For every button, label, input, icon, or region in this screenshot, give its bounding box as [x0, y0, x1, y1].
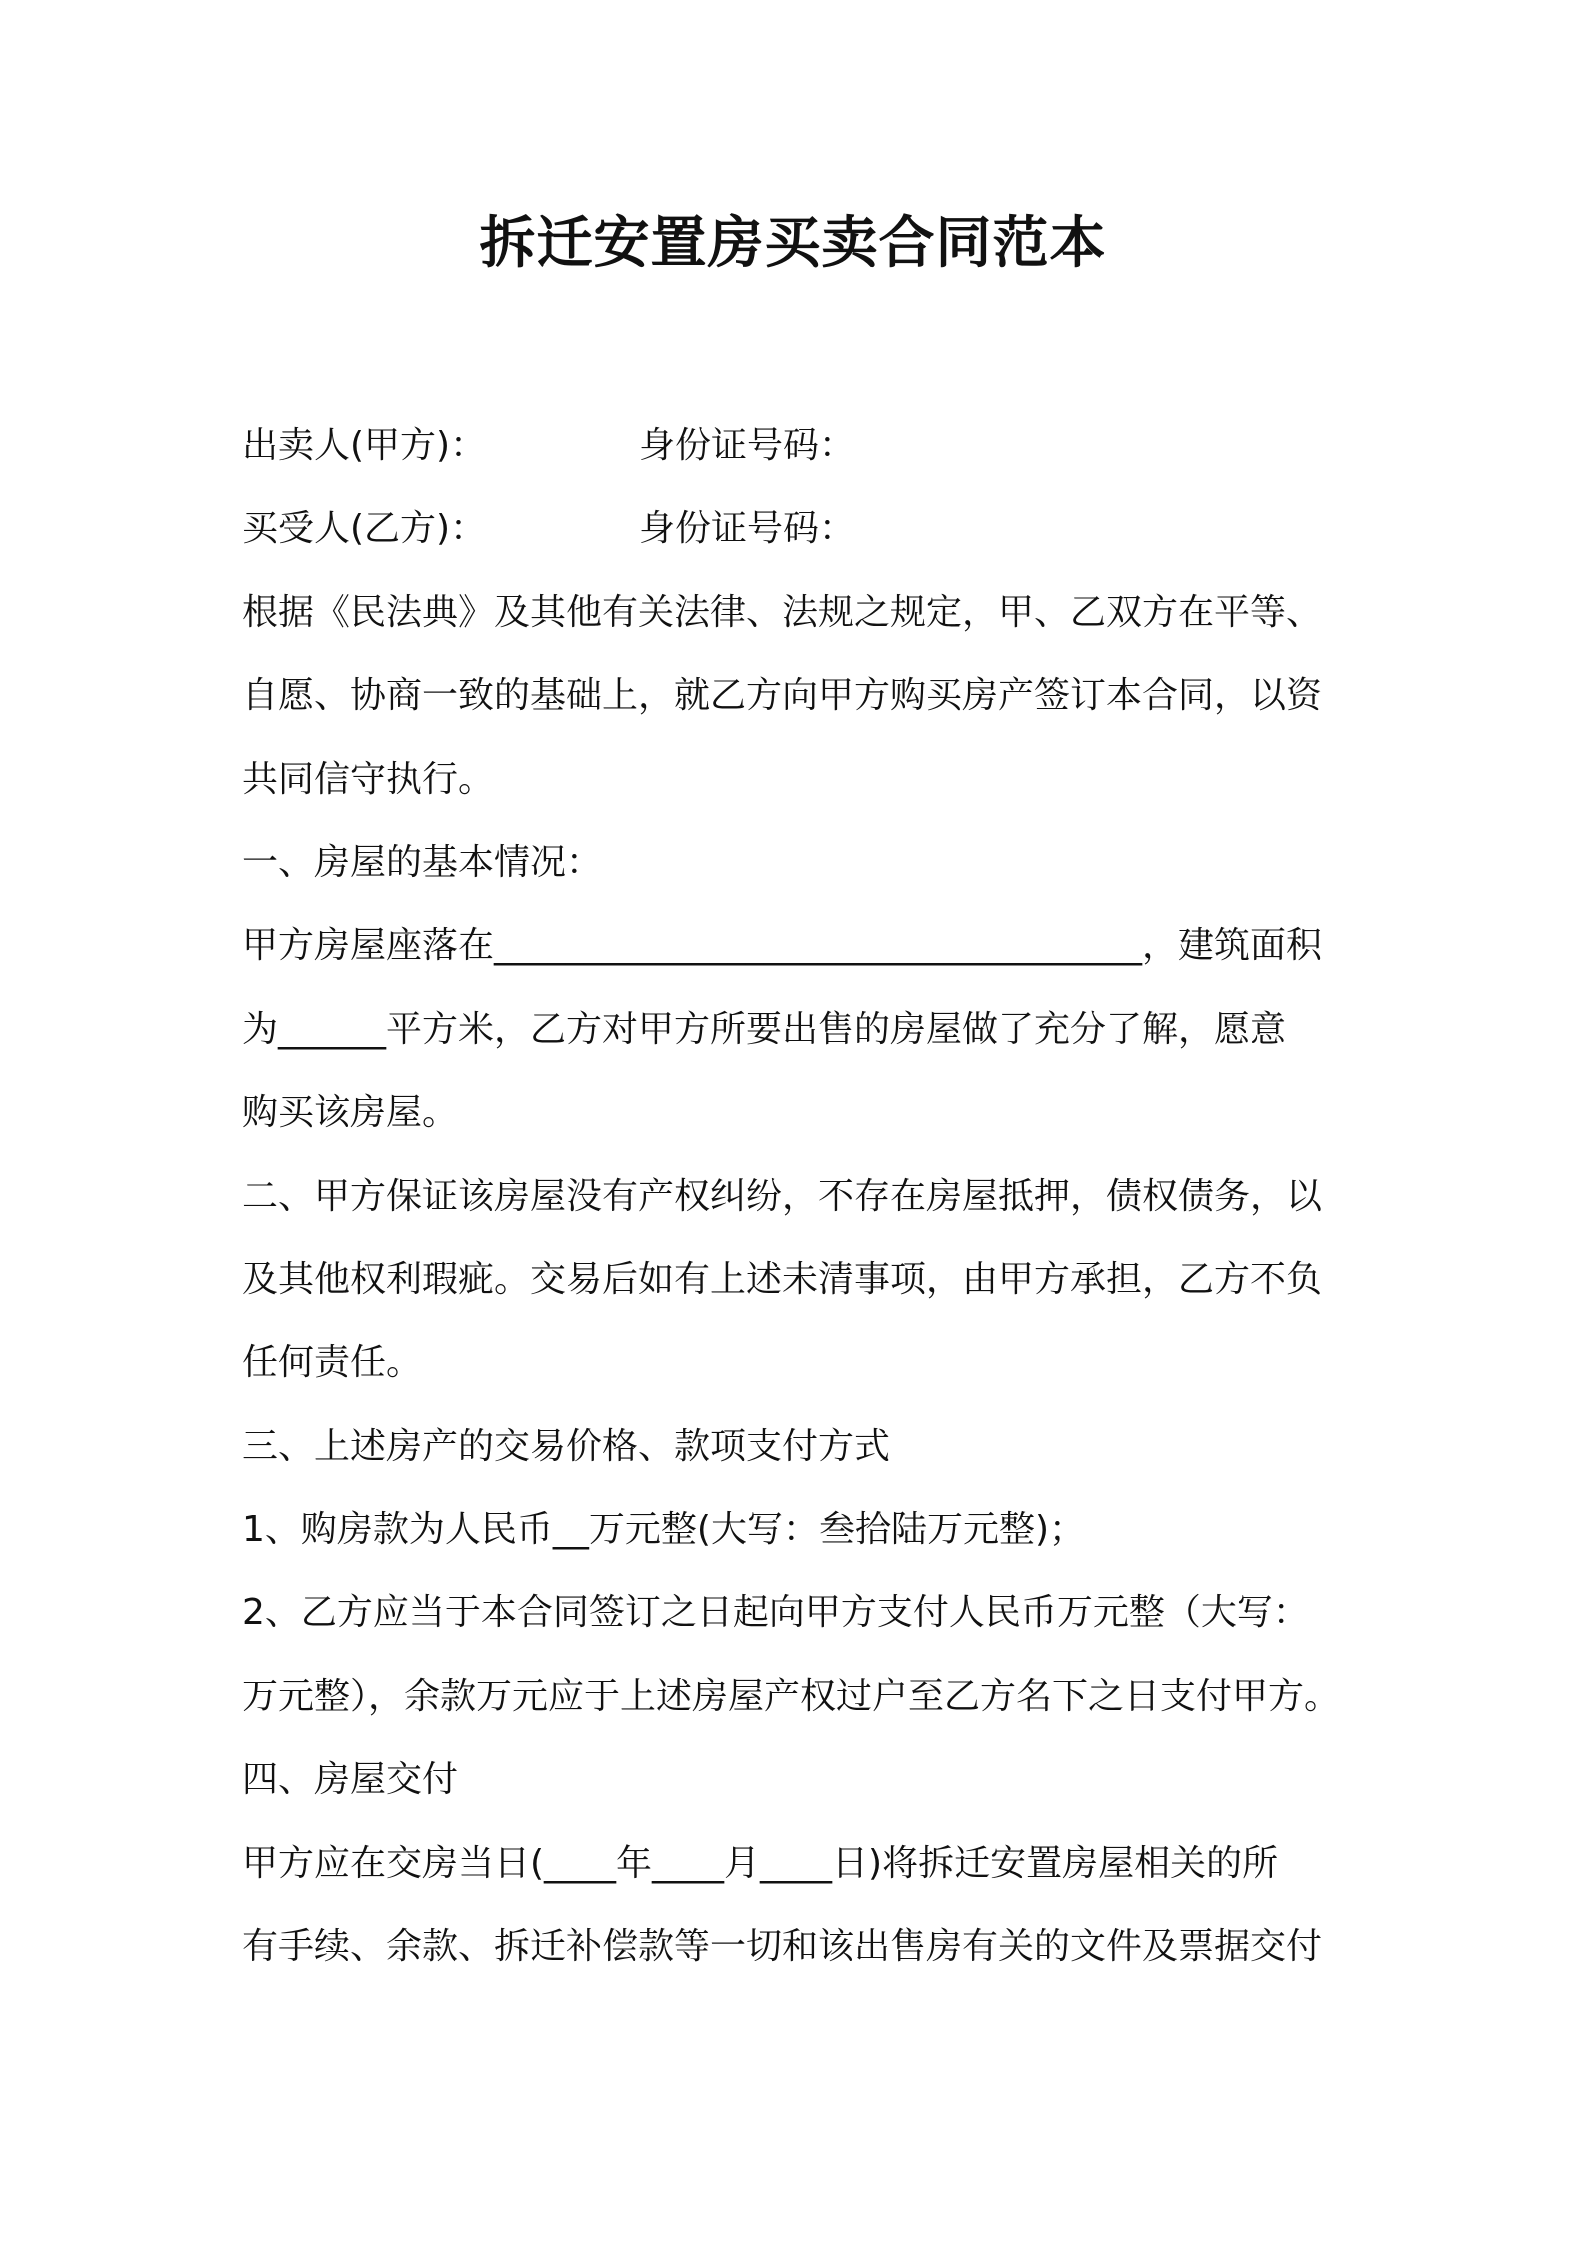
- text-line: 2、乙方应当于本合同签订之日起向甲方支付人民币万元整（大写：: [242, 1592, 1309, 1634]
- text-line: 万元整），余款万元应于上述房屋产权过户至乙方名下之日支付甲方。: [242, 1675, 1341, 1717]
- buyer-label: 买受人(乙方)：: [242, 508, 487, 550]
- buyer-row: [242, 487, 1362, 570]
- text-line: 有手续、余款、拆迁补偿款等一切和该出售房有关的文件及票据交付: [242, 1926, 1323, 1968]
- text-line: 1、购房款为人民币__万元整(大写：叁拾陆万元整)；: [242, 1509, 1085, 1551]
- seller-id-label: 身份证号码：: [639, 425, 856, 466]
- text-line: 及其他权利瑕疵。交易后如有上述未清事项，由甲方承担，乙方不负: [242, 1258, 1323, 1300]
- seller-label: 出卖人(甲方)：: [242, 425, 487, 466]
- text-line: 共同信守执行。: [242, 758, 495, 800]
- seller-row: [242, 404, 1362, 487]
- buyer-id-label: 身份证号码：: [639, 508, 856, 550]
- text-line: 任何责任。: [242, 1342, 423, 1384]
- text-line: 甲方房屋座落在____________________________________，建筑面积: [242, 925, 1323, 967]
- document-title: 拆迁安置房买卖合同范本: [479, 211, 1107, 276]
- document-body: [242, 404, 1362, 1988]
- section-heading: 二、甲方保证该房屋没有产权纠纷，不存在房屋抵押，债权债务，以: [242, 1175, 1323, 1217]
- text-line: 自愿、协商一致的基础上，就乙方向甲方购买房产签订本合同，以资: [242, 675, 1323, 717]
- section-heading: 一、房屋的基本情况：: [242, 841, 603, 883]
- text-line: 甲方应在交房当日(____年____月____日)将拆迁安置房屋相关的所: [242, 1842, 1279, 1884]
- text-line: 根据《民法典》及其他有关法律、法规之规定，甲、乙双方在平等、: [242, 591, 1323, 633]
- section-heading: 三、上述房产的交易价格、款项支付方式: [242, 1425, 891, 1467]
- section-heading: 四、房屋交付: [242, 1759, 459, 1801]
- text-line: 购买该房屋。: [242, 1092, 459, 1134]
- text-line: 为______平方米，乙方对甲方所要出售的房屋做了充分了解，愿意: [242, 1008, 1287, 1050]
